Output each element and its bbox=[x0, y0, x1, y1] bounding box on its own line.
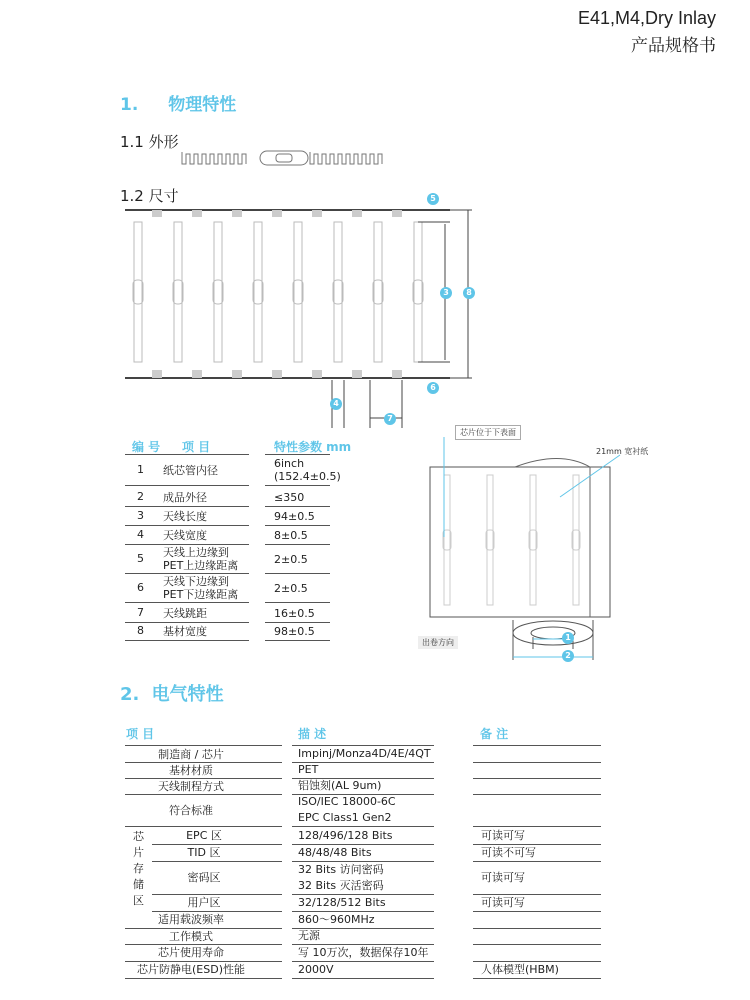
elec-row-item: 基材材质 bbox=[169, 763, 213, 777]
row-divider bbox=[473, 911, 601, 912]
elec-row-desc: 32 Bits 访问密码 32 Bits 灭活密码 bbox=[298, 862, 384, 892]
dim-col-no: 编 号 bbox=[132, 440, 161, 454]
row-divider bbox=[473, 826, 601, 827]
dim-row-value: 94±0.5 bbox=[274, 509, 315, 523]
row-divider bbox=[473, 978, 601, 979]
row-divider bbox=[265, 573, 330, 574]
dim-row-value: 2±0.5 bbox=[274, 581, 308, 595]
dim-row-no: 7 bbox=[137, 606, 144, 619]
elec-row-desc: 128/496/128 Bits bbox=[298, 828, 393, 842]
elec-row-desc: 2000V bbox=[298, 962, 334, 976]
section1-title: 物理特性 bbox=[168, 95, 237, 115]
elec-row-desc: 写 10万次，数据保存10年 bbox=[298, 945, 429, 959]
marker-4: 4 bbox=[330, 398, 342, 410]
row-divider bbox=[265, 622, 330, 623]
dim-row-item: 天线宽度 bbox=[163, 528, 207, 542]
row-divider bbox=[265, 506, 330, 507]
dim-row-item: 基材宽度 bbox=[163, 624, 207, 638]
elec-row-note: 可读可写 bbox=[481, 829, 525, 842]
dim-row-value: 6inch (152.4±0.5) bbox=[274, 457, 341, 483]
elec-row-item: 工作模式 bbox=[169, 929, 213, 943]
elec-row-note: 可读不可写 bbox=[481, 846, 536, 859]
elec-col-desc: 描 述 bbox=[298, 727, 327, 741]
elec-row-note: 可读可写 bbox=[481, 896, 525, 909]
dim-row-no: 3 bbox=[137, 509, 144, 522]
storage-group-char: 片 bbox=[133, 846, 144, 859]
inlay-outline-figure bbox=[180, 148, 390, 168]
elec-row-desc: PET bbox=[298, 763, 319, 776]
dim-row-item: 天线跳距 bbox=[163, 606, 207, 620]
row-divider bbox=[152, 911, 282, 912]
subsection-shape: 1.1 外形 bbox=[120, 133, 179, 151]
dim-row-no: 8 bbox=[137, 624, 144, 637]
elec-row-note: 人体模型(HBM) bbox=[481, 963, 559, 976]
row-divider bbox=[473, 928, 601, 929]
section2-title: 电气特性 bbox=[151, 684, 224, 705]
dim-row-item: 天线下边缘到 PET下边缘距离 bbox=[163, 575, 239, 601]
marker-3: 3 bbox=[440, 287, 452, 299]
dim-row-value: 98±0.5 bbox=[274, 624, 315, 638]
elec-row-item: 用户区 bbox=[187, 896, 221, 909]
row-divider bbox=[125, 485, 249, 486]
dim-row-item: 纸芯管内径 bbox=[163, 463, 218, 477]
row-divider bbox=[473, 961, 601, 962]
marker-7: 7 bbox=[384, 413, 396, 425]
dim-col-item: 项 目 bbox=[182, 440, 211, 454]
elec-row-item: 制造商 / 芯片 bbox=[158, 747, 224, 761]
marker-8: 8 bbox=[463, 287, 475, 299]
row-divider bbox=[265, 640, 330, 641]
dim-row-value: ≤350 bbox=[274, 490, 305, 504]
dim-row-value: 8±0.5 bbox=[274, 528, 308, 542]
section2-num: 2. bbox=[120, 684, 140, 705]
elec-col-note: 备 注 bbox=[480, 727, 509, 741]
row-divider bbox=[125, 961, 282, 962]
header-divider bbox=[473, 745, 601, 746]
elec-row-desc: 无源 bbox=[298, 929, 320, 942]
elec-row-item: 密码区 bbox=[187, 871, 221, 884]
elec-row-desc: ISO/IEC 18000-6C EPC Class1 Gen2 bbox=[298, 795, 396, 824]
dim-row-item: 天线长度 bbox=[163, 509, 207, 523]
roll-figure bbox=[410, 425, 660, 665]
row-divider bbox=[125, 622, 249, 623]
row-divider bbox=[473, 762, 601, 763]
dim-row-value: 16±0.5 bbox=[274, 606, 315, 620]
row-divider bbox=[473, 894, 601, 895]
row-divider bbox=[292, 978, 434, 979]
row-divider bbox=[125, 602, 249, 603]
elec-row-item: 符合标准 bbox=[169, 803, 213, 817]
row-divider bbox=[125, 944, 282, 945]
liner-width-label: 21mm 宽衬纸 bbox=[596, 447, 649, 456]
row-divider bbox=[265, 525, 330, 526]
row-divider bbox=[125, 640, 249, 641]
section2-heading bbox=[120, 680, 224, 706]
section1-num: 1. bbox=[120, 95, 139, 115]
row-divider bbox=[152, 861, 282, 862]
header-divider bbox=[125, 454, 249, 455]
row-divider bbox=[473, 794, 601, 795]
dim-row-no: 6 bbox=[137, 581, 144, 594]
row-divider bbox=[125, 544, 249, 545]
dim-row-no: 5 bbox=[137, 552, 144, 565]
row-divider bbox=[125, 978, 282, 979]
storage-group-char: 存 bbox=[133, 862, 144, 875]
row-divider bbox=[473, 944, 601, 945]
row-divider bbox=[473, 778, 601, 779]
row-divider bbox=[125, 525, 249, 526]
elec-row-desc: 铝蚀刻(AL 9um) bbox=[298, 779, 382, 792]
elec-row-item: 芯片防静电(ESD)性能 bbox=[137, 963, 245, 976]
dim-row-no: 4 bbox=[137, 528, 144, 541]
subsection-size: 1.2 尺寸 bbox=[120, 187, 179, 205]
row-divider bbox=[125, 573, 249, 574]
elec-row-item: EPC 区 bbox=[186, 829, 222, 842]
row-divider bbox=[152, 894, 282, 895]
elec-row-desc: 32/128/512 Bits bbox=[298, 895, 386, 909]
doc-type: 产品规格书 bbox=[631, 36, 716, 55]
elec-row-note: 可读可写 bbox=[481, 871, 525, 884]
row-divider bbox=[265, 602, 330, 603]
dimension-figure bbox=[120, 190, 490, 430]
elec-row-desc: 48/48/48 Bits bbox=[298, 845, 372, 859]
dim-row-value: 2±0.5 bbox=[274, 552, 308, 566]
row-divider bbox=[152, 844, 282, 845]
row-divider bbox=[125, 794, 282, 795]
storage-group-char: 芯 bbox=[133, 830, 144, 843]
dim-table-header bbox=[132, 438, 372, 455]
storage-group-char: 储 bbox=[133, 878, 144, 891]
elec-row-desc: 860～960MHz bbox=[298, 912, 375, 926]
chip-position-label: 芯片位于下表面 bbox=[455, 425, 521, 440]
elec-col-item: 项 目 bbox=[126, 727, 155, 741]
elec-table-header bbox=[126, 725, 626, 742]
dim-row-item: 天线上边缘到 PET上边缘距离 bbox=[163, 546, 239, 572]
dim-row-item: 成品外径 bbox=[163, 490, 207, 504]
section1-heading bbox=[120, 90, 236, 115]
row-divider bbox=[473, 861, 601, 862]
elec-row-item: 芯片使用寿命 bbox=[158, 946, 224, 959]
row-divider bbox=[265, 544, 330, 545]
dim-col-value: 特性参数 mm bbox=[274, 440, 352, 454]
product-code: E41,M4,Dry Inlay bbox=[577, 8, 716, 28]
row-divider bbox=[473, 844, 601, 845]
marker-2: 2 bbox=[562, 650, 574, 662]
elec-row-item: 适用载波频率 bbox=[158, 913, 224, 926]
elec-row-item: 天线制程方式 bbox=[158, 779, 224, 793]
storage-group-char: 区 bbox=[133, 894, 144, 907]
header-divider bbox=[265, 454, 330, 455]
dim-row-no: 2 bbox=[137, 490, 144, 503]
marker-6: 6 bbox=[427, 382, 439, 394]
row-divider bbox=[125, 826, 282, 827]
row-divider bbox=[265, 485, 330, 486]
marker-5: 5 bbox=[427, 193, 439, 205]
header-divider bbox=[125, 745, 282, 746]
row-divider bbox=[125, 506, 249, 507]
elec-row-item: TID 区 bbox=[187, 846, 221, 859]
unwind-direction-label: 出卷方向 bbox=[418, 636, 458, 649]
dim-row-no: 1 bbox=[137, 463, 144, 476]
elec-row-desc: Impinj/Monza4D/4E/4QT bbox=[298, 747, 431, 760]
doc-header bbox=[578, 8, 716, 56]
marker-1: 1 bbox=[562, 632, 574, 644]
header-divider bbox=[292, 745, 434, 746]
